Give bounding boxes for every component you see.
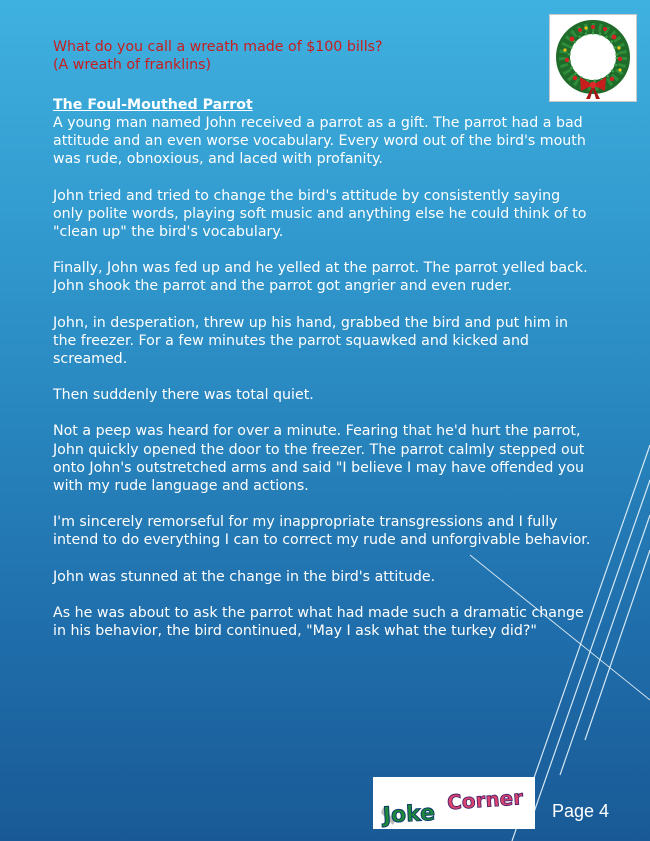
story-paragraph: Not a peep was heard for over a minute. Fearing that he'd hurt the parrot, John quickly opened the door to the freezer. The parrot calmly stepped out onto John's outstretched arms and said "I believe I may have offended you with my rude language and actions. <box>53 423 585 495</box>
story-paragraph: Then suddenly there was total quiet. <box>53 387 314 404</box>
story-paragraph: John tried and tried to change the bird's attitude by consistently saying only polite words, playing soft music and anything else he could think of to "clean up" the bird's vocabulary. <box>53 187 587 241</box>
story-paragraph: As he was about to ask the parrot what had made such a dramatic change in his behavior, the bird continued, "May I ask what the turkey did?" <box>53 604 584 640</box>
story-title: The Foul-Mouthed Parrot <box>53 97 253 113</box>
joke-corner-logo-art <box>373 777 535 829</box>
story-paragraph: Finally, John was fed up and he yelled at the parrot. The parrot yelled back. John shook the parrot and the parrot got angrier and even ruder. <box>53 260 588 295</box>
story-paragraph: A young man named John received a parrot as a gift. The parrot had a bad attitude and an even worse vocabulary. Every word out of the bird's mouth was rude, obnoxious, and laced with profanity. <box>53 115 586 168</box>
story-paragraph: John, in desperation, threw up his hand, grabbed the bird and put him in the freezer. For a few minutes the parrot squawked and kicked and screamed. <box>53 314 568 368</box>
logo-text-joke: Joke <box>382 800 436 829</box>
joke-question: What do you call a wreath made of $100 bills? <box>53 39 383 55</box>
story-paragraph: I'm sincerely remorseful for my inappropriate transgressions and I fully intend to do everything I can to correct my rude and unforgivable behavior. <box>53 514 591 549</box>
svg-text:Corner: Corner <box>446 785 524 815</box>
page-number: Page 4 <box>552 801 610 821</box>
joke-answer: (A wreath of franklins) <box>53 57 212 73</box>
story-paragraph: John was stunned at the change in the bird's attitude. <box>53 568 436 585</box>
main-content <box>53 38 593 658</box>
christmas-wreath-image <box>549 14 637 102</box>
joke-corner-logo <box>373 777 535 829</box>
christmas-wreath-icon <box>550 15 636 101</box>
